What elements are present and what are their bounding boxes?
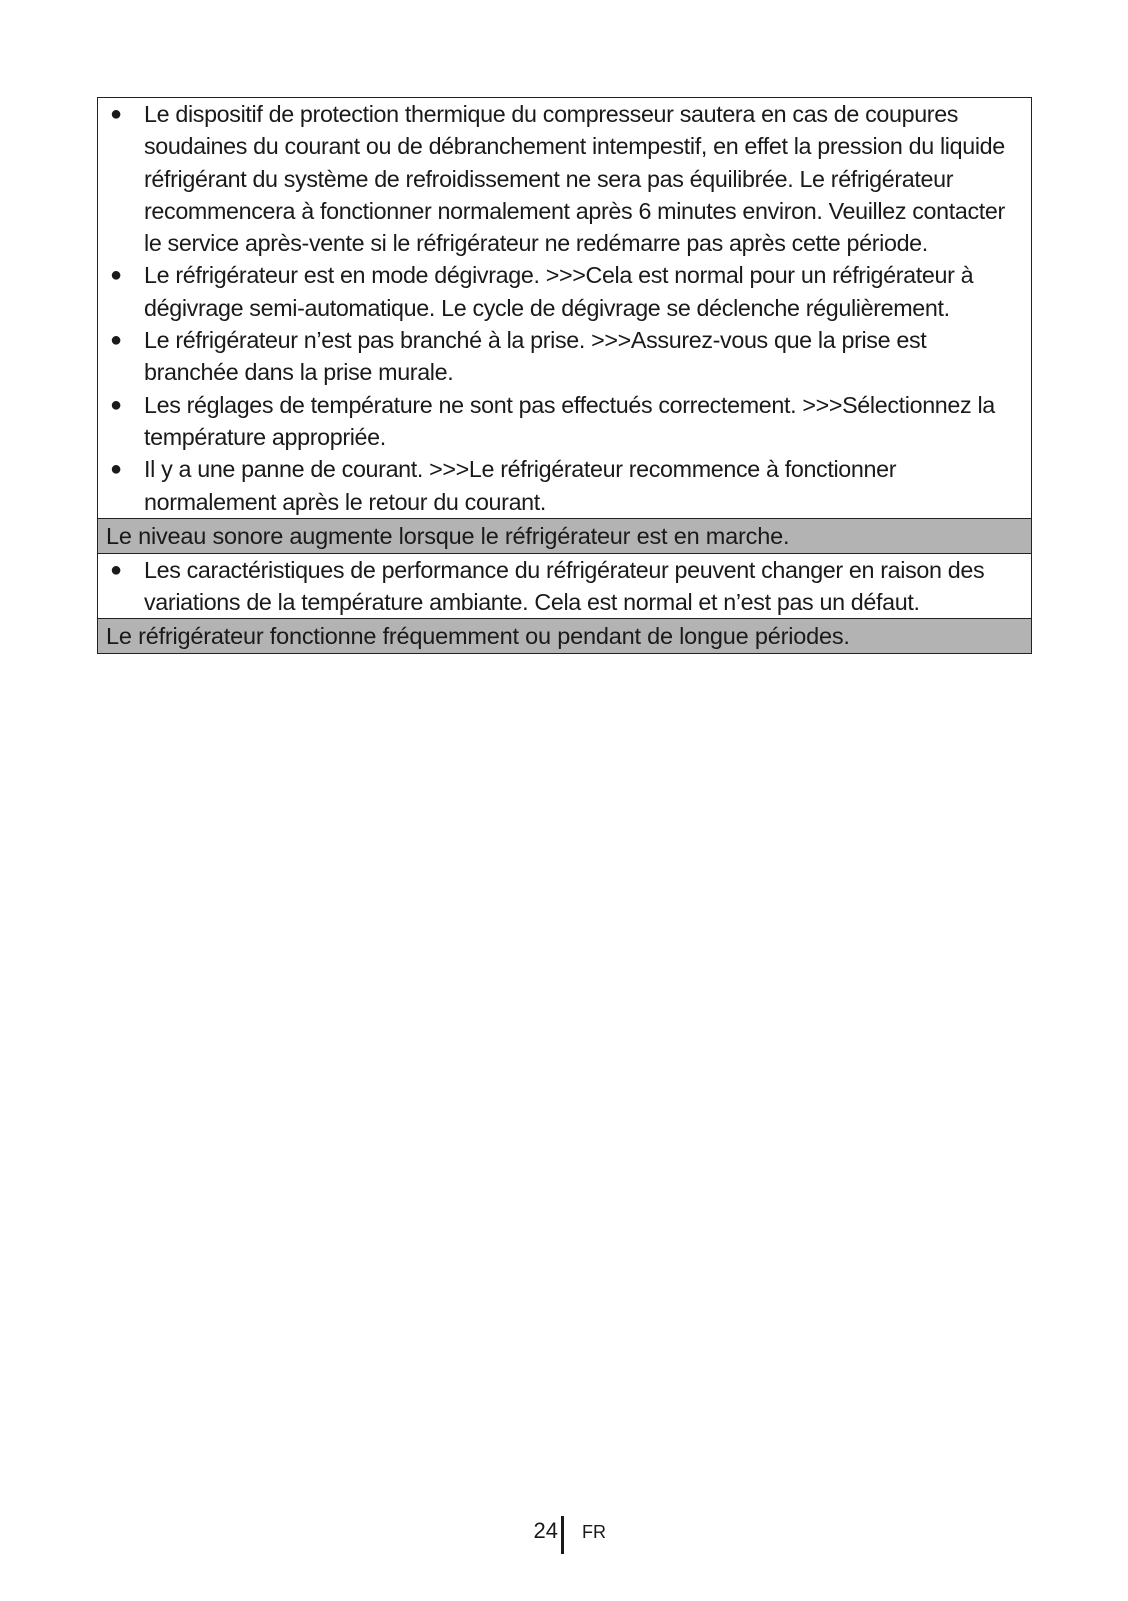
bullet-list: [104, 98, 1023, 518]
problem-heading-noise: Le niveau sonore augmente lorsque le réfrigérateur est en marche.: [98, 519, 1031, 554]
bullet-icon: ●: [110, 558, 122, 581]
list-item-text: Le dispositif de protection thermique du compresseur sautera en cas de coupures soudaines du courant ou de débranchement intempestif, en effet la pression du liquide réfrigérant du système de refroidissement ne sera pas équilibrée. Le réfrigérateur recommencera à fonctionner normalement après 6 minutes environ. Veuillez contacter le service après-vente si le réfrigérateur ne redémarre pas après cette période.: [144, 101, 1005, 257]
list-item-text: Les caractéristiques de performance du réfrigérateur peuvent changer en raison des variations de la température ambiante. Cela est normal et n’est pas un défaut.: [144, 556, 985, 616]
bullet-icon: ●: [110, 103, 122, 125]
list-item: [104, 324, 1023, 389]
list-item-text: Le réfrigérateur est en mode dégivrage. >>>Cela est normal pour un réfrigérateur à dégivrage semi-automatique. Le cycle de dégivrage se déclenche régulièrement.: [144, 262, 974, 321]
list-item: [104, 259, 1023, 324]
page-number: 24: [533, 1518, 558, 1543]
footer-divider: [561, 1516, 564, 1554]
bullet-icon: ●: [110, 393, 122, 416]
list-item: [104, 554, 1023, 619]
troubleshooting-table: [97, 97, 1032, 654]
bullet-list: [104, 554, 1023, 619]
list-item: [104, 453, 1023, 518]
causes-section: [98, 98, 1031, 519]
list-item-text: Il y a une panne de courant. >>>Le réfrigérateur recommence à fonctionner normalement après le retour du courant.: [144, 456, 897, 515]
list-item: [104, 389, 1023, 454]
list-item-text: Le réfrigérateur n’est pas branché à la prise. >>>Assurez-vous que la prise est branchée dans la prise murale.: [144, 327, 927, 386]
bullet-icon: ●: [110, 458, 122, 481]
language-code: FR: [582, 1522, 606, 1542]
causes-section: [98, 554, 1031, 620]
bullet-icon: ●: [110, 264, 122, 287]
list-item-text: Les réglages de température ne sont pas effectués correctement. >>>Sélectionnez la température appropriée.: [144, 391, 995, 450]
list-item: [104, 98, 1023, 259]
problem-heading-runs-frequently: Le réfrigérateur fonctionne fréquemment ou pendant de longue périodes.: [98, 619, 1031, 653]
bullet-icon: ●: [110, 329, 122, 352]
